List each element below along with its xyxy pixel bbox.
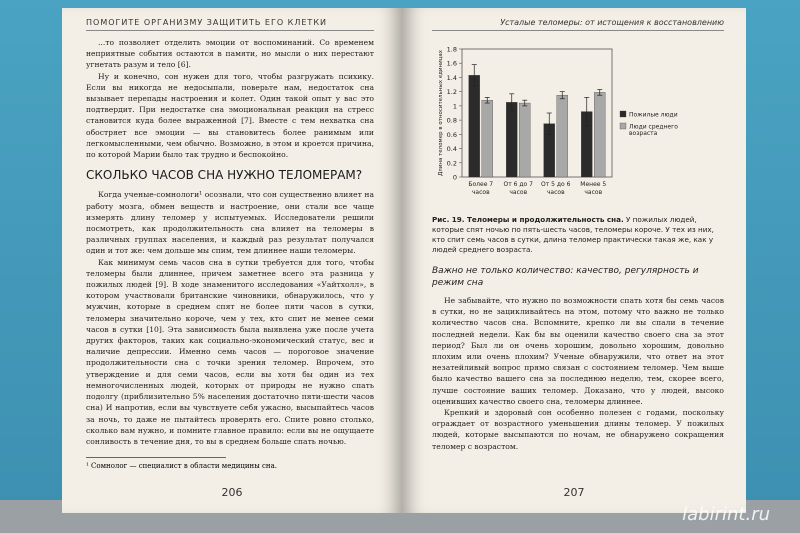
- y-tick-label: 0.2: [446, 159, 457, 168]
- right-paragraph-2: Крепкий и здоровый сон особенно полезен с годами, поскольку ограждает от возрастного уменьшения длины теломер. У пожилых людей, которые высыпаются по ночам, не обнаружено сокращения теломер с возрастом.: [432, 408, 724, 451]
- x-category-label-line2: часов: [584, 189, 603, 196]
- legend-label-line2: возраста: [629, 130, 658, 137]
- bar-middle-aged: [557, 95, 568, 177]
- bar-middle-aged: [594, 92, 605, 177]
- chart-svg: [432, 41, 722, 211]
- left-paragraph-2: Ну и конечно, сон нужен для того, чтобы разгружать психику. Если вы никогда не недосыпали, поверьте нам, недостаток сна вызывает перепады настроения и колет. Один такой опыт у вас это подтвердит. При недостатке сна эмоциональная реакция на стресс становится куда более выраженной [7]. Вместе с тем нехватка сна обостряет все эмоции — вы становитесь более ранимым или легкомысленными, чем обычно. Возможно, в этом и кроется причина, по которой Марии было так трудно и беспокойно.: [86, 71, 374, 160]
- right-paragraph-1: Не забывайте, что нужно по возможности спать хотя бы семь часов в сутки, но не зацикливайтесь на этом, потому что важно не только количество часов сна. Вспомните, крепко ли вы спали в течение последней недели. Как бы вы оценили качество своего сна за этот период? Был ли он очень хорошим, довольно хорошим, довольно плохим или очень плохим? Ученые обнаружили, что ответ на этот незатейливый вопрос прямо связан с состоянием теломер. Чем выше было качество вашего сна за последнюю неделю, тем, скорее всего, лучше состояние ваших теломер. Доказано, что у людей, высоко оценивших качество своего сна, теломеры длиннее.: [432, 296, 724, 406]
- legend-label: Люди среднего: [629, 123, 678, 131]
- left-paragraph-3: Когда ученые-сомнологи¹ осознали, что сон существенно влияет на работу мозга, обмен веществ и настроение, они стали все чаще измерять длину теломер у испытуемых. Исследователи решили посмотреть, как продолжительность сна влияет на теломеры в различных группах населения, и каждый раз результат получался один и тот же: чем дольше мы спим, тем длиннее наши теломеры.: [86, 190, 374, 256]
- telomere-chart: [432, 41, 724, 211]
- bar-middle-aged: [482, 100, 493, 177]
- figure-caption: [432, 215, 724, 255]
- x-category-label: От 5 до 6: [541, 181, 571, 188]
- left-paragraph-4: Как минимум семь часов сна в сутки требуется для того, чтобы теломеры были длиннее, причем заметнее всего эта разница у пожилых людей [9]. В ходе знаменитого исследования «Уайтхолл», в котором участвовали британские чиновники, обнаружилось, что у мужчин, которые в среднем спят не более пяти часов в сутки, теломеры значительно короче, чем у тех, кто спит не менее семи часов в сутки [10]. Эта зависимость была выявлена уже после учета других факторов, таких как социально-экономический статус, вес и наличие депрессии. Именно семь часов — пороговое значение продолжительности сна с точки зрения теломер. Впрочем, это утверждение и для семи часов, если вы хотя бы один из тех немногочисленных людей, которых от природы не нужно спать подолгу (приблизительно 5% населения достаточно пяти-шести часов сна) И напротив, если вы чувствуете себя ужасно, высыпайтесь часов за ночь, то даже не пытайтесь проверять его. Спите ровно столько, сколько вам нужно, и помните главное правило: если вы не ощущаете сонливость в течение дня, то вы в среднем больше спать ночью.: [86, 257, 374, 446]
- legend-swatch: [620, 111, 626, 117]
- y-tick-label: 1: [452, 102, 457, 111]
- y-tick-label: 0: [452, 173, 457, 182]
- y-tick-label: 0.4: [446, 145, 457, 154]
- x-category-label: Менее 5: [580, 181, 607, 188]
- y-tick-label: 1.4: [446, 73, 457, 82]
- y-tick-label: 1.8: [446, 45, 457, 54]
- left-page: [62, 8, 402, 513]
- footnote: ¹ Сомнолог — специалист в области медицины сна.: [86, 457, 226, 470]
- section-heading: СКОЛЬКО ЧАСОВ СНА НУЖНО ТЕЛОМЕРАМ?: [86, 168, 363, 183]
- left-paragraph-1: ...то позволяет отделить эмоции от воспоминаний. Со временем неприятные события остаются в памяти, но мысли о них перестают угнетать разум и тело [6].: [86, 38, 374, 70]
- left-page-number: 206: [221, 486, 243, 499]
- legend-swatch: [620, 123, 626, 129]
- x-category-label-line2: часов: [471, 189, 490, 196]
- y-tick-label: 0.8: [446, 116, 457, 125]
- right-running-head: Усталые теломеры: от истощения к восстановлению: [432, 18, 724, 31]
- left-running-head: ПОМОГИТЕ ОРГАНИЗМУ ЗАЩИТИТЬ ЕГО КЛЕТКИ: [86, 18, 374, 31]
- x-category-label-line2: часов: [546, 189, 565, 196]
- x-category-label: От 6 до 7: [503, 181, 533, 188]
- x-category-label-line2: часов: [509, 189, 528, 196]
- bar-elderly: [506, 102, 517, 177]
- y-tick-label: 1.2: [446, 88, 457, 97]
- bar-elderly: [469, 75, 480, 177]
- y-axis-label: Длина теломер в относительных единицах: [438, 49, 444, 177]
- subheading: Важно не только количество: качество, регулярность и режим сна: [432, 266, 699, 288]
- right-page-number: 207: [563, 486, 585, 499]
- y-tick-label: 0.6: [446, 130, 457, 139]
- caption-title: Рис. 19. Теломеры и продолжительность сна.: [432, 215, 624, 224]
- legend-label: Пожилые люди: [629, 111, 678, 119]
- y-tick-label: 1.6: [446, 59, 457, 68]
- right-page: [402, 8, 746, 513]
- caption-text: У пожилых людей, которые спят ночью по пять-шесть часов, теломеры короче. У тех из них, кто спит семь часов в сутки, длина теломер практически такая же, как у людей среднего возраста.: [432, 215, 714, 254]
- watermark-logo: labirint.ru: [682, 504, 770, 525]
- bar-middle-aged: [519, 103, 530, 177]
- x-category-label: Более 7: [468, 181, 494, 188]
